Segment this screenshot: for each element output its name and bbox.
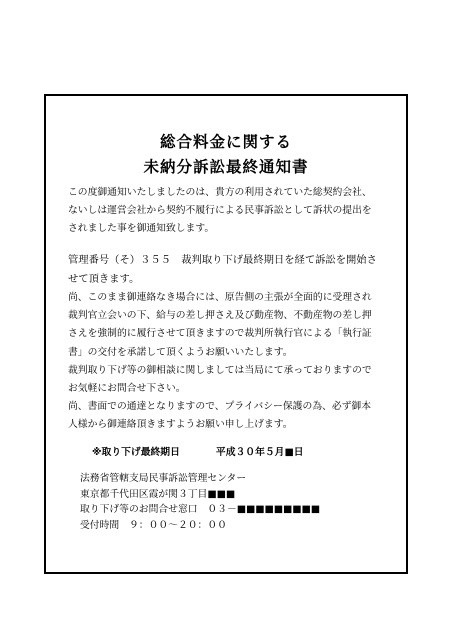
body-line: 尚、このまま御連絡なき場合には、原告側の主張が全面的に受理され (68, 292, 372, 303)
title-line-2: 未納分訴訟最終通知書 (143, 158, 309, 176)
intro-line: この度御通知いたしましたのは、貴方の利用されていた総契約会社、 (68, 187, 372, 198)
office-address: 東京都千代田区霞が関３丁目■■■ (80, 488, 236, 500)
title-line-1: 総合料金に関する (159, 133, 292, 151)
deadline-row (92, 444, 304, 458)
management-number-paragraph (68, 251, 408, 288)
body-line: 裁判官立会いの下、給与の差し押さえ及び動産物、不動産物の差し押 (68, 310, 372, 322)
body-line: 尚、書面での通達となりますので、プライバシー保護の為、必ず御本 (68, 401, 372, 413)
body-paragraph (68, 289, 408, 435)
contact-footer (80, 471, 320, 533)
business-hours: 受付時間 ９：００～２０：００ (80, 519, 227, 531)
body-line: さえを強制的に履行させて頂きますので裁判所執行官による「執行証 (68, 328, 372, 340)
office-name: 法務省管轄支局民事訴訟管理センター (80, 473, 247, 484)
body-line: 裁判取り下げ等の御相談に関しましては当局にて承っておりますので (68, 364, 372, 376)
management-line: せて頂きます。 (68, 272, 140, 285)
intro-paragraph (68, 184, 408, 239)
deadline-date: 平成３０年５月■日 (215, 447, 304, 458)
body-line: 書」の交付を承諾して頂くようお願いいたします。 (68, 346, 293, 358)
deadline-label: ※取り下げ最終期日 (92, 447, 180, 458)
management-line: 管理番号（そ）３５５ 裁判取り下げ最終期日を経て訴訟を開始さ (68, 254, 377, 266)
body-line: 人様から御連絡頂きますようお願い申し上げます。 (68, 419, 293, 431)
intro-line: ないしは運営会社から契約不履行による民事訴訟として訴状の提出を (68, 205, 372, 217)
intro-line: されました事を御通知致します。 (68, 223, 215, 235)
contact-phone: 取り下げ等のお問合せ窓口 ０３－■■■■■■■■■ (80, 504, 321, 515)
body-line: お気軽にお問合せ下さい。 (68, 383, 186, 395)
